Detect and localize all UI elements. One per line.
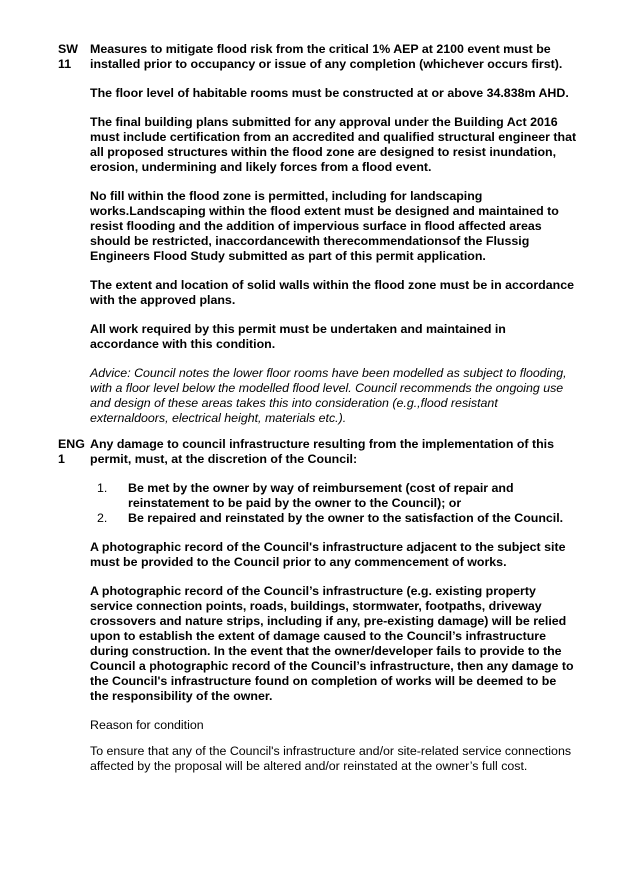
eng1-reason-text: To ensure that any of the Council's infrastructure and/or site-related service connections affected by the proposal will be altered and/or reinstated at the owner’s full cost. — [90, 744, 572, 773]
condition-eng1 — [58, 437, 578, 788]
eng1-list — [90, 481, 578, 526]
condition-id-line2: 11 — [58, 57, 72, 71]
eng1-intro: Any damage to council infrastructure resulting from the implementation of this permit, must, at the discretion of the Council: — [90, 437, 555, 466]
sw11-paragraph-no-fill: No fill within the flood zone is permitted, including for landscaping works.Landscaping within the flood extent must be designed and maintained to resist flooding and the addition of impervious surface in flood affected areas should be restricted, inaccordancewith therecommendationsof the Flussig Engineers Flood Study submitted as part of this permit application. — [90, 189, 559, 263]
condition-sw11 — [58, 42, 578, 440]
list-item — [90, 511, 578, 526]
eng1-paragraph-photo-detail: A photographic record of the Council’s infrastructure (e.g. existing property service connection points, roads, buildings, stormwater, footpaths, driveway crossovers and nature strips, including if any, pre-existing damage) will be relied upon to establish the extent of damage caused to the Council’s infrastructure during construction. In the event that the owner/developer fails to provide to the Council a photographic record of the Council’s infrastructure, then any damage to the Council's infrastructure found on completion of works will be deemed to be the responsibility of the owner. — [90, 584, 574, 703]
list-item — [90, 481, 578, 511]
condition-id-sw11 — [58, 42, 86, 72]
eng1-paragraph-photo-record: A photographic record of the Council's infrastructure adjacent to the subject site must be provided to the Council prior to any commencement of works. — [90, 540, 566, 569]
condition-body-eng1 — [90, 437, 578, 774]
sw11-paragraph-maintenance: All work required by this permit must be undertaken and maintained in accordance with this condition. — [90, 322, 506, 351]
list-item-number: 1. — [97, 481, 108, 495]
list-item-text: Be met by the owner by way of reimbursement (cost of repair and reinstatement to be paid by the owner to the Council); or — [128, 481, 514, 510]
sw11-advice-note: Advice: Council notes the lower floor rooms have been modelled as subject to flooding, with a floor level below the modelled flood level. Council recommends the ongoing use and design of these areas takes this into consideration (e.g.,flood resistant externaldoors, electrical height, materials etc.). — [90, 366, 567, 425]
condition-id-line1: SW — [58, 42, 78, 56]
condition-id-line2: 1 — [58, 452, 65, 466]
condition-id-line1: ENG — [58, 437, 85, 451]
sw11-paragraph-floor-level: The floor level of habitable rooms must be constructed at or above 34.838m AHD. — [90, 86, 569, 100]
eng1-reason-heading: Reason for condition — [90, 718, 204, 732]
sw11-paragraph-mitigation: Measures to mitigate flood risk from the critical 1% AEP at 2100 event must be installed prior to occupancy or issue of any completion (whichever occurs first). — [90, 42, 563, 71]
list-item-number: 2. — [97, 511, 108, 525]
sw11-paragraph-building-plans: The final building plans submitted for any approval under the Building Act 2016 must include certification from an accredited and qualified structural engineer that all proposed structures within the flood zone are designed to resist inundation, erosion, undermining and likely forces from a flood event. — [90, 115, 577, 174]
condition-id-eng1 — [58, 437, 86, 467]
list-item-text: Be repaired and reinstated by the owner to the satisfaction of the Council. — [128, 511, 564, 525]
sw11-paragraph-solid-walls: The extent and location of solid walls within the flood zone must be in accordance with the approved plans. — [90, 278, 574, 307]
condition-body-sw11 — [90, 42, 578, 426]
